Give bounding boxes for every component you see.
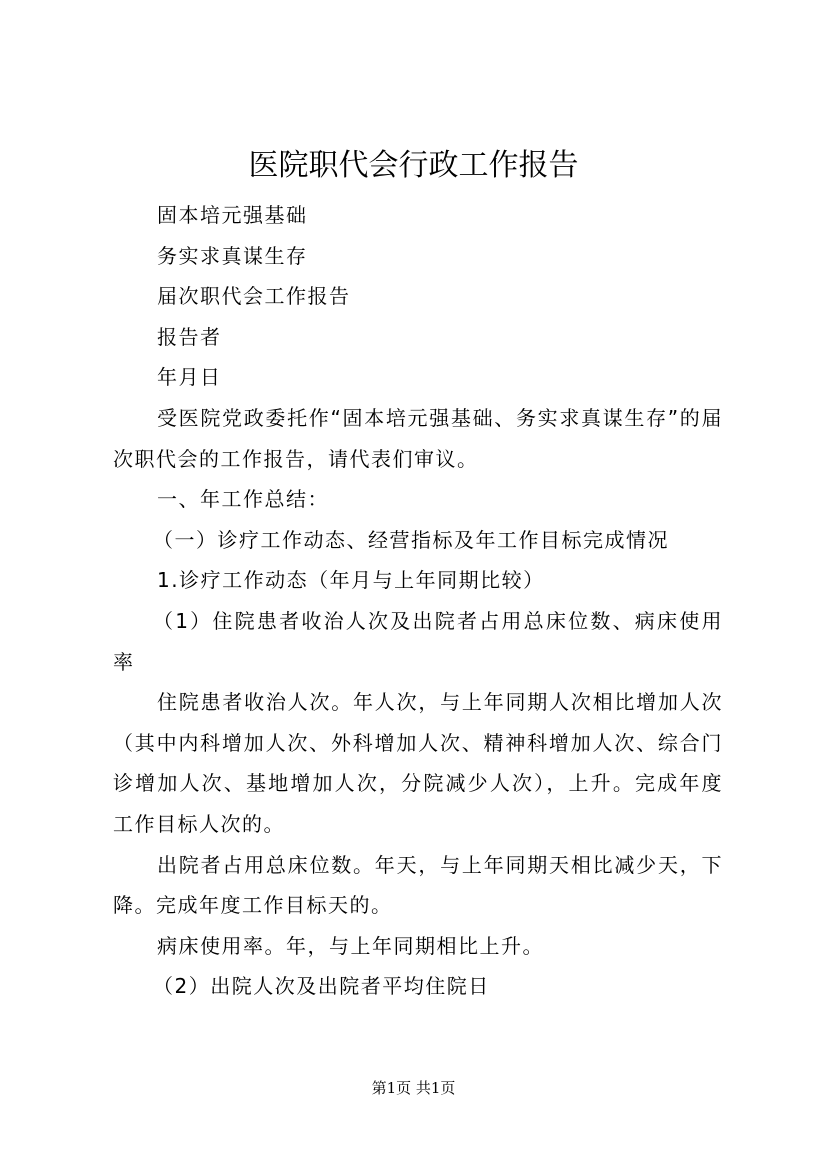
item-subheading-1: （1）住院患者收治人次及出院者占用总床位数、病床使用率	[113, 608, 723, 674]
paragraph-bed-usage: 病床使用率。年，与上年同期相比上升。	[157, 933, 544, 958]
paragraph-subtitle-2: 务实求真谋生存	[157, 243, 308, 268]
document-title: 医院职代会行政工作报告	[248, 148, 579, 183]
paragraph-report-name: 届次职代会工作报告	[157, 284, 351, 309]
paragraph-bed-days: 出院者占用总床位数。年天，与上年同期天相比减少天，下降。完成年度工作目标天的。	[113, 852, 723, 918]
section-heading-1: 一、年工作总结：	[157, 487, 329, 512]
paragraph-inpatient-admissions: 住院患者收治人次。年人次，与上年同期人次相比增加人次（其中内科增加人次、外科增加人次、精神科增加人次、综合门诊增加人次、基地增加人次，分院减少人次），上升。完成年度工作目标人次的。	[113, 690, 723, 836]
paragraph-intro: 受医院党政委托作“固本培元强基础、务实求真谋生存”的届次职代会的工作报告，请代表们审议。	[113, 405, 723, 471]
paragraph-date: 年月日	[157, 365, 222, 390]
document-body	[113, 195, 723, 1007]
paragraph-subtitle-1: 固本培元强基础	[157, 203, 308, 227]
paragraph-reporter: 报告者	[157, 324, 222, 349]
item-subheading-2: （2）出院人次及出院者平均住院日	[153, 974, 490, 999]
subsection-heading-1: （一）诊疗工作动态、经营指标及年工作目标完成情况	[153, 527, 669, 552]
item-heading-1: 1.诊疗工作动态（年月与上年同期比较）	[157, 568, 545, 593]
page-footer: 第1页 共1页	[371, 1079, 456, 1097]
